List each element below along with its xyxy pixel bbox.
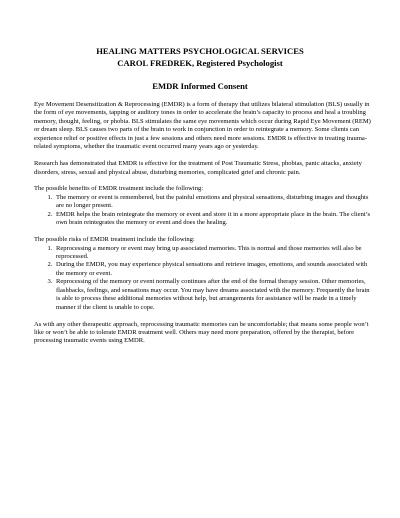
- list-item: 1. The memory or event is remembered, but the painful emotions and physical sensations, disturbing images and thoughts are no longer present.: [54, 194, 374, 211]
- risks-intro: The possible risks of EMDR treatment include the following:: [34, 236, 195, 244]
- organization-name: HEALING MATTERS PSYCHOLOGICAL SERVICES: [96, 46, 304, 56]
- risks-list: [34, 245, 374, 313]
- list-item: 1. Reprocessing a memory or event may bring up associated memories. This is normal and those memories will also be reprocessed.: [54, 245, 374, 262]
- list-item: 2. EMDR helps the brain reintegrate the memory or event and store it in a more appropriate place in the brain. The client’s own brain reintegrates the memory or event and does the healing.: [54, 211, 374, 228]
- emdr-description-paragraph: Eye Movement Desensitization & Reprocessing (EMDR) is a form of therapy that utilizes bilateral stimulation (BLS) usually in the form of eye movements, tapping or auditory tones in order to accelerate the brain’s capacity to process and heal a troubling memory, thought, feeling, or phobia. BLS stimulates the same eye movements which occur during Rapid Eye Movement (REM) or dream sleep. BLS causes two parts of the brain to work in conjunction in order to reintegrate a memory. Some clients can experience relief or positive effects in just a few sessions and others need more sessions. EMDR is effective in treating trauma-related symptoms, whether the traumatic event occurred many years ago or yesterday.: [34, 101, 371, 151]
- closing-paragraph: As with any other therapeutic approach, reprocessing traumatic memories can be uncomfortable; that means some people won’t like or won’t be able to tolerate EMDR treatment well. Others may need more preparation, offered by the therapist, before processing traumatic events using EMDR.: [34, 320, 369, 345]
- research-paragraph: Research has demonstrated that EMDR is effective for the treatment of Post Traumatic Stress, phobias, panic attacks, anxiety disorders, stress, sexual and physical abuse, disturbing memories, complicated grief and chronic pain.: [34, 160, 362, 176]
- list-item: 2. During the EMDR, you may experience physical sensations and retrieve images, emotions, and sounds associated with the memory or event.: [54, 261, 374, 278]
- benefits-list: [34, 194, 374, 228]
- practitioner-name: CAROL FREDREK, Registered Psychologist: [117, 58, 283, 68]
- document-title: EMDR Informed Consent: [152, 81, 248, 91]
- list-item: 3. Reprocessing of the memory or event normally continues after the end of the formal therapy session. Other memories, flashbacks, feelings, and sensations may occur. You may have dreams associated with the memory. Frequently the brain is able to process these additional memories without help, but arrangements for assistance will be made in a timely manner if the client is unable to cope.: [54, 278, 374, 312]
- benefits-intro: The possible benefits of EMDR treatment include the following:: [34, 185, 204, 193]
- document-body: [34, 101, 374, 354]
